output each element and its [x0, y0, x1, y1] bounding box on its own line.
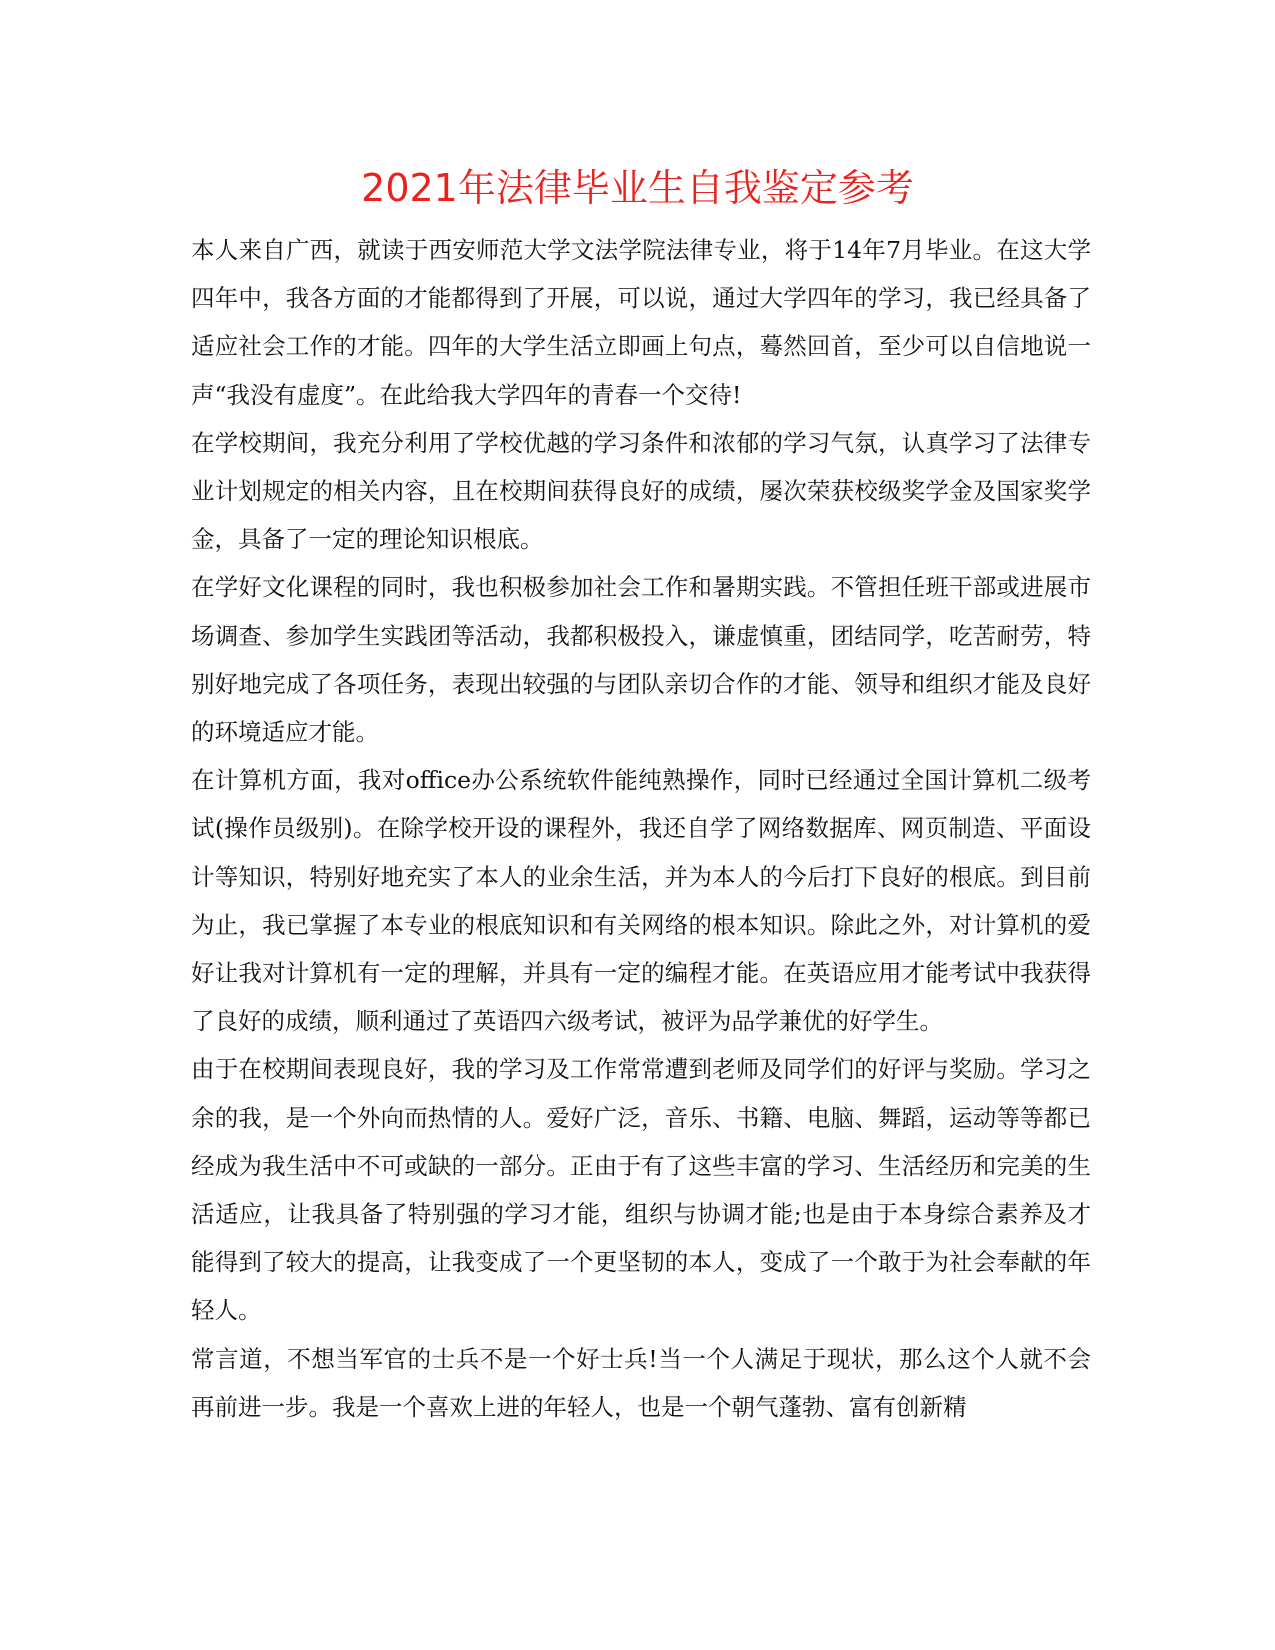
paragraph-social-practice: 在学好文化课程的同时，我也积极参加社会工作和暑期实践。不管担任班干部或进展市场调查、参加学生实践团等活动，我都积极投入，谦虚慎重，团结同学，吃苦耐劳，特别好地完成了各项任务，表现出较强的与团队亲切合作的才能、领导和组织才能及良好的环境适应才能。	[191, 573, 1091, 747]
paragraph-study: 在学校期间，我充分利用了学校优越的学习条件和浓郁的学习气氛，认真学习了法律专业计划规定的相关内容，且在校期间获得良好的成绩，屡次荣获校级奖学金及国家奖学金，具备了一定的理论知识根底。	[191, 428, 1091, 554]
paragraph-intro: 本人来自广西，就读于西安师范大学文法学院法律专业，将于14年7月毕业。在这大学四年中，我各方面的才能都得到了开展，可以说，通过大学四年的学习，我已经具备了适应社会工作的才能。四年的大学生活立即画上句点，蓦然回首，至少可以自信地说一声“我没有虚度”。在此给我大学四年的青春一个交待!	[191, 236, 1091, 409]
document-body	[191, 226, 1091, 1431]
paragraph-personality: 由于在校期间表现良好，我的学习及工作常常遭到老师及同学们的好评与奖励。学习之余的我，是一个外向而热情的人。爱好广泛，音乐、书籍、电脑、舞蹈，运动等等都已经成为我生活中不可或缺的一部分。正由于有了这些丰富的学习、生活经历和完美的生活适应，让我具备了特别强的学习才能，组织与协调才能;也是由于本身综合素养及才能得到了较大的提高，让我变成了一个更坚韧的本人，变成了一个敢于为社会奉献的年轻人。	[191, 1055, 1091, 1325]
paragraph-ambition: 常言道，不想当军官的士兵不是一个好士兵!当一个人满足于现状，那么这个人就不会再前进一步。我是一个喜欢上进的年轻人，也是一个朝气蓬勃、富有创新精	[191, 1344, 1091, 1421]
paragraph-computer-skills: 在计算机方面，我对office办公系统软件能纯熟操作，同时已经通过全国计算机二级考试(操作员级别)。在除学校开设的课程外，我还自学了网络数据库、网页制造、平面设计等知识，特别好地充实了本人的业余生活，并为本人的今后打下良好的根底。到目前为止，我已掌握了本专业的根底知识和有关网络的根本知识。除此之外，对计算机的爱好让我对计算机有一定的理解，并具有一定的编程才能。在英语应用才能考试中我获得了良好的成绩，顺利通过了英语四六级考试，被评为品学兼优的好学生。	[191, 766, 1091, 1036]
document-title: 2021年法律毕业生自我鉴定参考	[361, 166, 914, 210]
